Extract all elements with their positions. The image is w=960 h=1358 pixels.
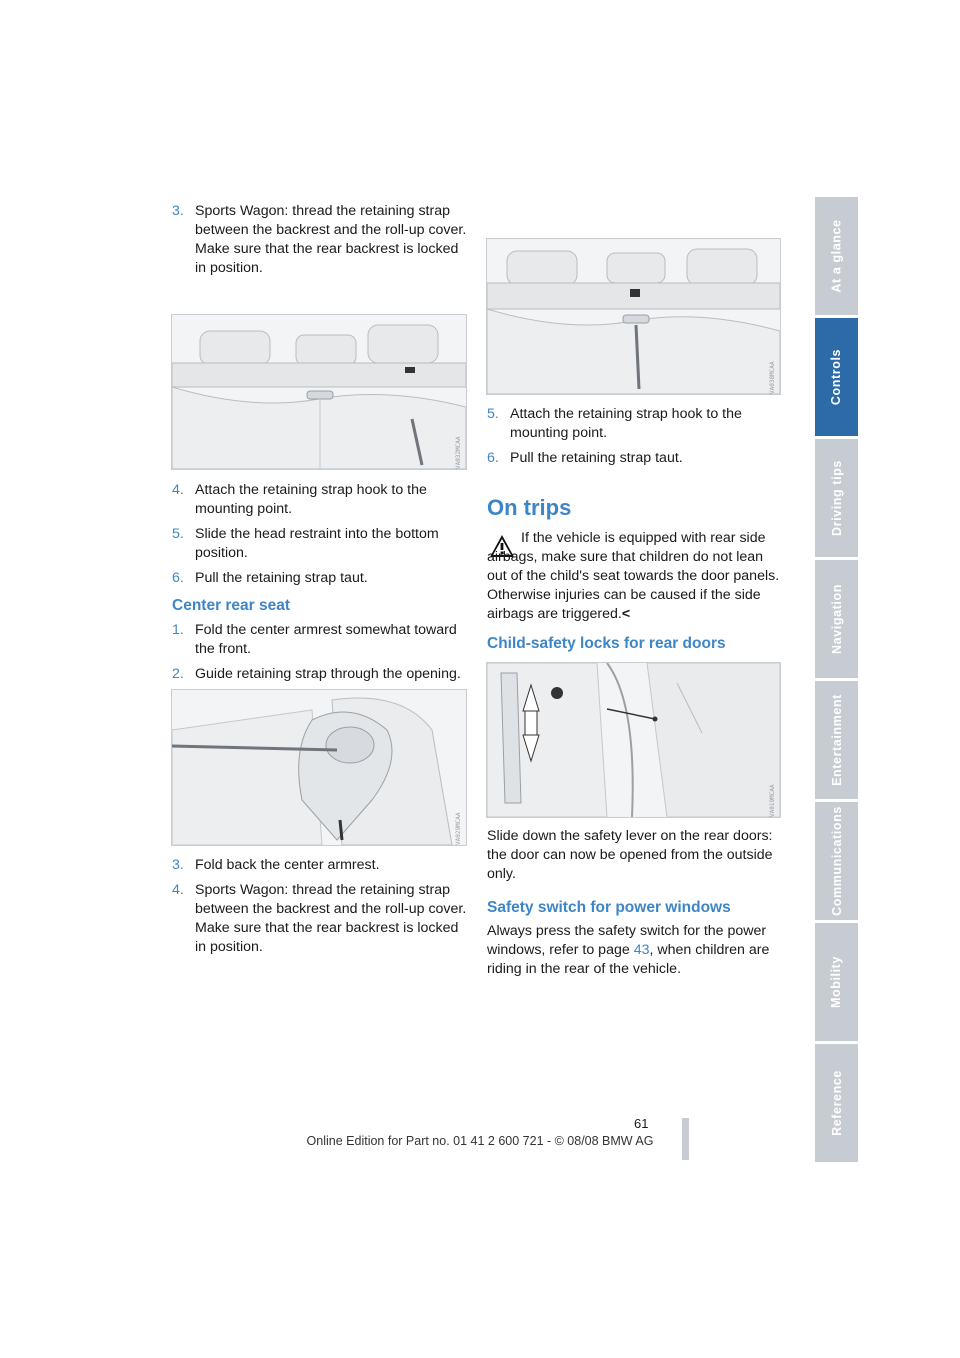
left-steps-mid [172,481,467,594]
tab-at-a-glance[interactable]: At a glance [815,197,858,315]
tab-reference[interactable]: Reference [815,1044,858,1162]
list-item: 3. Sports Wagon: thread the retaining strap between the backrest and the roll-up cover. Make sure that the rear backrest is locked in position. [172,203,467,276]
left-steps-top [172,202,467,284]
child-locks-paragraph: Slide down the safety lever on the rear doors: the door can now be opened from the outside only. [487,828,773,882]
on-trips-heading: On trips [487,495,572,520]
center-armrest-illustration [172,690,466,845]
rear-seat-illustration [172,315,466,469]
list-item: 3. Fold back the center armrest. [172,857,380,873]
page-number: 61 [634,1116,649,1131]
center-rear-seat-heading: Center rear seat [172,597,291,614]
tab-communications[interactable]: Communications [815,802,858,920]
list-item: 1. Fold the center armrest somewhat toward the front. [172,622,457,657]
tab-entertainment[interactable]: Entertainment [815,681,858,799]
list-item: 5. Slide the head restraint into the bottom position. [172,526,439,561]
list-item: 4. Sports Wagon: thread the retaining strap between the backrest and the roll-up cover. Make sure that the rear backrest is locked in position. [172,882,467,955]
rear-seat-strap-illustration [487,239,780,394]
section-tabs [815,197,858,1165]
tab-driving-tips[interactable]: Driving tips [815,439,858,557]
warning-paragraph: If the vehicle is equipped with rear side airbags, make sure that children do not lean out of the child's seat towards the door panels. Otherwise injuries can be caused if the side airbags are triggered.< [487,530,780,622]
right-steps-top [487,405,782,474]
tab-navigation[interactable]: Navigation [815,560,858,678]
footer-text: Online Edition for Part no. 01 41 2 600 721 - © 08/08 BMW AG [306,1134,654,1148]
page-reference-link[interactable]: 43 [633,942,650,958]
list-item: 5. Attach the retaining strap hook to the mounting point. [487,406,742,441]
left-steps-center [172,621,467,690]
list-item: 4. Attach the retaining strap hook to the mounting point. [172,482,427,517]
left-steps-bottom [172,856,467,963]
rear-seat-strap-figure: VA038MCAA [486,238,781,395]
rear-seat-figure: VA032MCAA [171,314,467,470]
tab-controls[interactable]: Controls [815,318,858,436]
safety-switch-paragraph: Always press the safety switch for the power windows, refer to page 43, when children are riding in the rear of the vehicle. [487,923,770,977]
tab-mobility[interactable]: Mobility [815,923,858,1041]
safety-switch-heading: Safety switch for power windows [487,899,731,916]
child-lock-illustration [487,663,780,817]
list-item: 2. Guide retaining strap through the opening. [172,666,461,682]
child-lock-figure: VA019MCAA [486,662,781,818]
child-safety-locks-heading: Child-safety locks for rear doors [487,635,726,652]
center-armrest-figure: VA029MCAA [171,689,467,846]
list-item: 6. Pull the retaining strap taut. [487,450,683,466]
list-item: 6. Pull the retaining strap taut. [172,570,368,586]
